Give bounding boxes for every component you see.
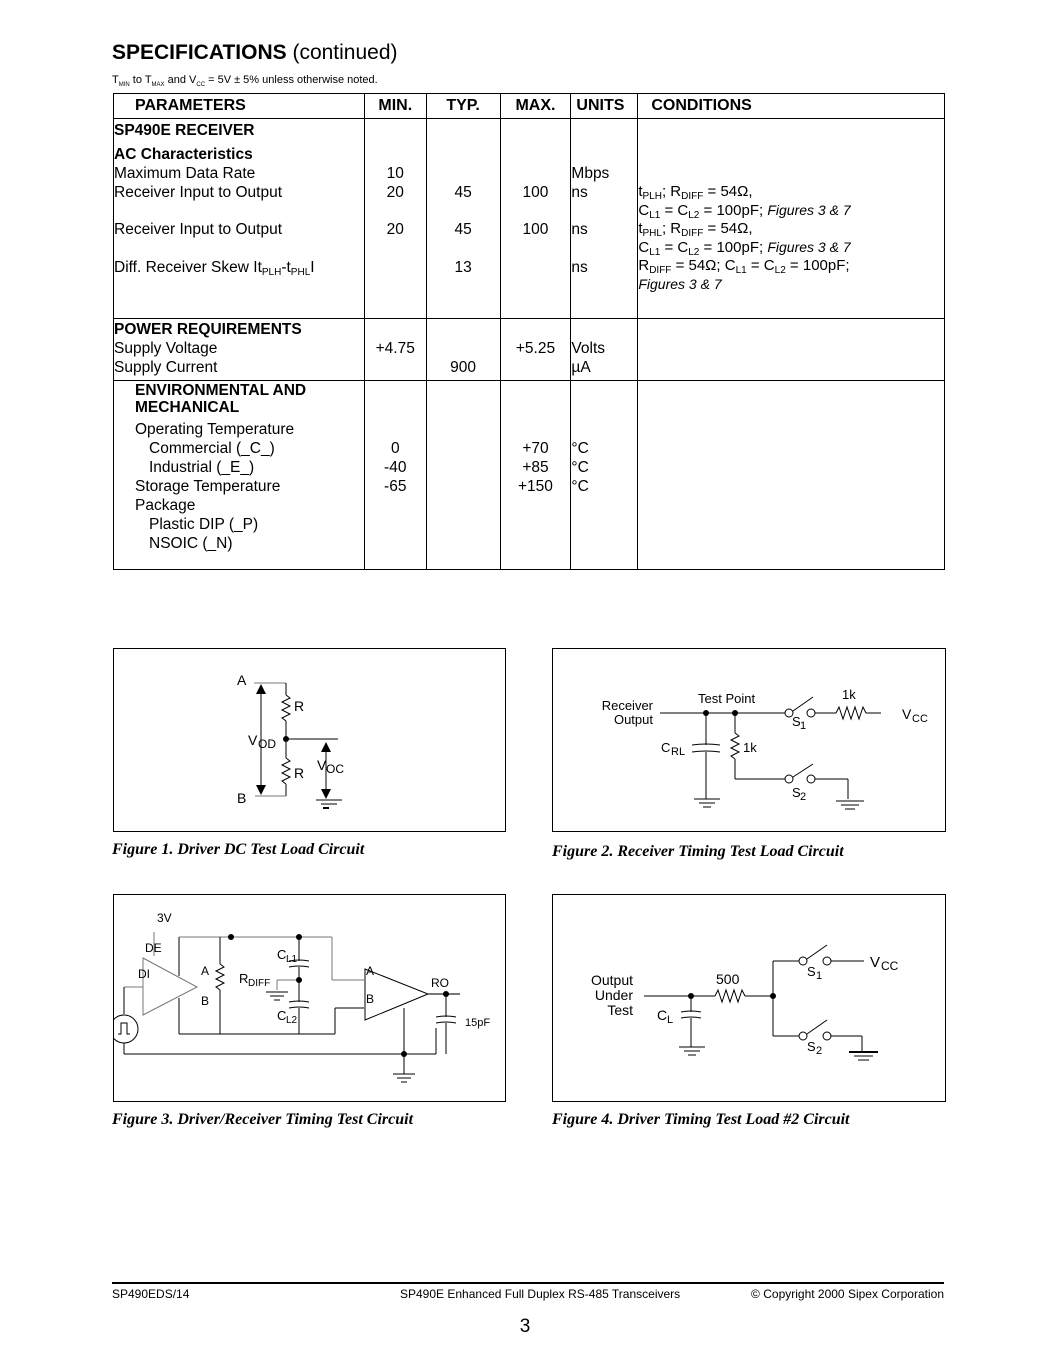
specifications-table <box>113 93 945 570</box>
param-label: Commercial (_C_) <box>149 440 275 457</box>
param-label: Industrial (_E_) <box>149 459 255 476</box>
col-typ: TYP. <box>426 94 500 119</box>
param-label: Operating Temperature <box>135 421 295 438</box>
subheading: AC Characteristics <box>114 146 253 163</box>
svg-text:B: B <box>237 790 247 806</box>
param-label: Maximum Data Rate <box>114 165 256 182</box>
param-label: Supply Voltage <box>114 340 218 357</box>
svg-text:1: 1 <box>816 970 823 982</box>
units-value: ns <box>571 184 588 201</box>
figure-1-box <box>113 648 506 832</box>
units-value: °C <box>571 440 589 457</box>
svg-text:L: L <box>667 1014 674 1026</box>
svg-text:RO: RO <box>431 976 449 990</box>
svg-text:L1: L1 <box>286 954 298 965</box>
table-header-row <box>114 94 945 119</box>
units-value: µA <box>571 359 591 376</box>
typ-value <box>427 164 500 183</box>
param-label: NSOIC (_N) <box>149 535 233 552</box>
param-label: Receiver Input to Output <box>114 184 283 201</box>
units-value: ns <box>571 221 588 238</box>
param-label: Diff. Receiver Skew $It_{PLH}-t_{PHL}I$ <box>114 259 315 278</box>
svg-text:B: B <box>201 994 210 1008</box>
page-title: SPECIFICATIONS (continued) <box>112 41 398 64</box>
svg-text:V: V <box>317 757 327 773</box>
svg-text:V: V <box>902 706 912 722</box>
receiver-timing-test-load-circuit-diagram <box>553 649 945 831</box>
svg-text:CC: CC <box>881 959 899 973</box>
svg-text:Test Point: Test Point <box>698 691 756 706</box>
max-value <box>501 258 571 277</box>
typ-value: 13 <box>454 259 472 276</box>
col-min: MIN. <box>364 94 426 119</box>
svg-text:1k: 1k <box>743 740 757 755</box>
min-value <box>365 258 426 277</box>
svg-text:RL: RL <box>671 746 686 758</box>
svg-text:R: R <box>294 698 305 714</box>
environmental-section <box>114 381 945 570</box>
section-heading: SP490E RECEIVER <box>114 122 255 139</box>
typ-value <box>427 339 500 358</box>
svg-text:Receiver: Receiver <box>601 698 653 713</box>
svg-text:2: 2 <box>800 791 807 803</box>
units-value: Mbps <box>571 165 610 182</box>
max-value: 100 <box>522 184 549 201</box>
driver-dc-test-load-circuit-diagram <box>114 649 505 831</box>
units-value: °C <box>571 478 589 495</box>
svg-text:Test: Test <box>607 1002 633 1018</box>
footer-product-title: SP490E Enhanced Full Duplex RS-485 Transceivers <box>400 1287 681 1301</box>
footer-copyright: © Copyright 2000 Sipex Corporation <box>751 1287 944 1301</box>
svg-text:B: B <box>366 992 375 1006</box>
svg-text:DI: DI <box>138 967 150 981</box>
svg-text:A: A <box>366 964 375 978</box>
units-value: Volts <box>571 340 606 357</box>
figure-3-caption: Figure 3. Driver/Receiver Timing Test Circuit <box>112 1111 414 1128</box>
svg-text:15pF: 15pF <box>465 1017 491 1029</box>
min-value <box>365 358 426 377</box>
svg-text:CC: CC <box>912 713 928 725</box>
svg-text:500: 500 <box>716 971 740 987</box>
figure-1-caption: Figure 1. Driver DC Test Load Circuit <box>112 841 365 858</box>
svg-text:1k: 1k <box>842 687 856 702</box>
footer-doc-id: SP490EDS/14 <box>112 1287 190 1301</box>
max-value: +70 <box>522 440 549 457</box>
min-value: -65 <box>384 478 407 495</box>
section-heading: POWER REQUIREMENTS <box>114 321 302 338</box>
max-value <box>501 358 571 377</box>
max-value <box>501 164 571 183</box>
svg-text:L2: L2 <box>286 1015 298 1026</box>
svg-text:S: S <box>792 785 801 800</box>
col-units: UNITS <box>571 94 638 119</box>
receiver-section <box>114 119 945 319</box>
units-value: °C <box>571 459 589 476</box>
units-value: ns <box>571 259 588 276</box>
max-value: 100 <box>522 221 549 238</box>
svg-text:DIFF: DIFF <box>248 978 271 989</box>
condition-text: $R_{DIFF} = 54\Omega$; $C_{L1} = C_{L2} = 100pF$; <box>638 257 850 276</box>
svg-text:Under: Under <box>594 987 633 1003</box>
section-heading: MECHANICAL <box>135 399 240 416</box>
svg-text:DE: DE <box>145 941 162 955</box>
col-conditions: CONDITIONS <box>638 94 945 119</box>
min-value: -40 <box>384 459 407 476</box>
max-value: +150 <box>518 478 553 495</box>
col-max: MAX. <box>500 94 571 119</box>
figure-4-box <box>552 894 946 1102</box>
svg-text:V: V <box>248 732 258 748</box>
driver-timing-test-load-2-circuit-diagram <box>553 895 945 1101</box>
svg-text:3V: 3V <box>157 911 172 925</box>
max-value: +5.25 <box>515 340 556 357</box>
min-value: 10 <box>386 165 404 182</box>
param-label: Supply Current <box>114 359 218 376</box>
svg-text:Output: Output <box>613 712 653 727</box>
min-value: 20 <box>386 184 404 201</box>
condition-text: $C_{L1} = C_{L2} = 100pF$; Figures 3 & 7 <box>638 202 851 221</box>
typ-value: 45 <box>454 184 472 201</box>
page-number: 3 <box>519 1316 531 1337</box>
condition-text: $t_{PLH}$; $R_{DIFF} = 54\Omega$, <box>638 183 753 202</box>
svg-text:1: 1 <box>800 720 807 732</box>
footer-divider <box>112 1282 944 1284</box>
param-label: Package <box>135 497 196 514</box>
condition-text: $t_{PHL}$; $R_{DIFF} = 54\Omega$, <box>638 220 753 239</box>
power-section <box>114 319 945 381</box>
typ-value: 900 <box>450 359 477 376</box>
svg-text:R: R <box>239 971 249 986</box>
svg-text:C: C <box>277 947 287 962</box>
driver-receiver-timing-test-circuit-diagram <box>114 895 505 1101</box>
svg-text:C: C <box>661 740 671 755</box>
svg-text:S: S <box>807 1039 816 1054</box>
svg-text:S: S <box>807 964 816 979</box>
figure-2-caption: Figure 2. Receiver Timing Test Load Circuit <box>552 843 844 860</box>
svg-text:S: S <box>792 714 801 729</box>
svg-text:V: V <box>870 954 881 971</box>
svg-text:OD: OD <box>258 737 276 751</box>
svg-text:C: C <box>657 1007 668 1023</box>
figure-3-box <box>113 894 506 1102</box>
conditions-note: $T_{MIN}$ to $T_{MAX}$ and $V_{CC} = 5V \pm 5\%$ unless otherwise noted. <box>112 74 378 88</box>
section-heading: ENVIRONMENTAL AND <box>135 382 307 399</box>
svg-text:A: A <box>201 964 210 978</box>
min-value: +4.75 <box>375 340 415 357</box>
condition-text: $C_{L1} = C_{L2} = 100pF$; Figures 3 & 7 <box>638 239 851 258</box>
param-label: Receiver Input to Output <box>114 221 283 238</box>
svg-text:Output: Output <box>590 972 633 988</box>
param-label: Plastic DIP (_P) <box>149 516 259 533</box>
min-value: 20 <box>386 221 404 238</box>
svg-text:2: 2 <box>816 1045 823 1057</box>
svg-text:C: C <box>277 1008 287 1023</box>
svg-text:R: R <box>294 765 305 781</box>
col-parameters: PARAMETERS <box>114 94 365 119</box>
max-value: +85 <box>522 459 549 476</box>
svg-text:A: A <box>237 672 247 688</box>
param-label: Storage Temperature <box>135 478 281 495</box>
svg-text:OC: OC <box>326 762 344 776</box>
figure-4-caption: Figure 4. Driver Timing Test Load #2 Circuit <box>552 1111 850 1128</box>
condition-text: Figures 3 & 7 <box>638 276 722 292</box>
typ-value: 45 <box>454 221 472 238</box>
min-value: 0 <box>390 440 400 457</box>
figure-2-box <box>552 648 946 832</box>
